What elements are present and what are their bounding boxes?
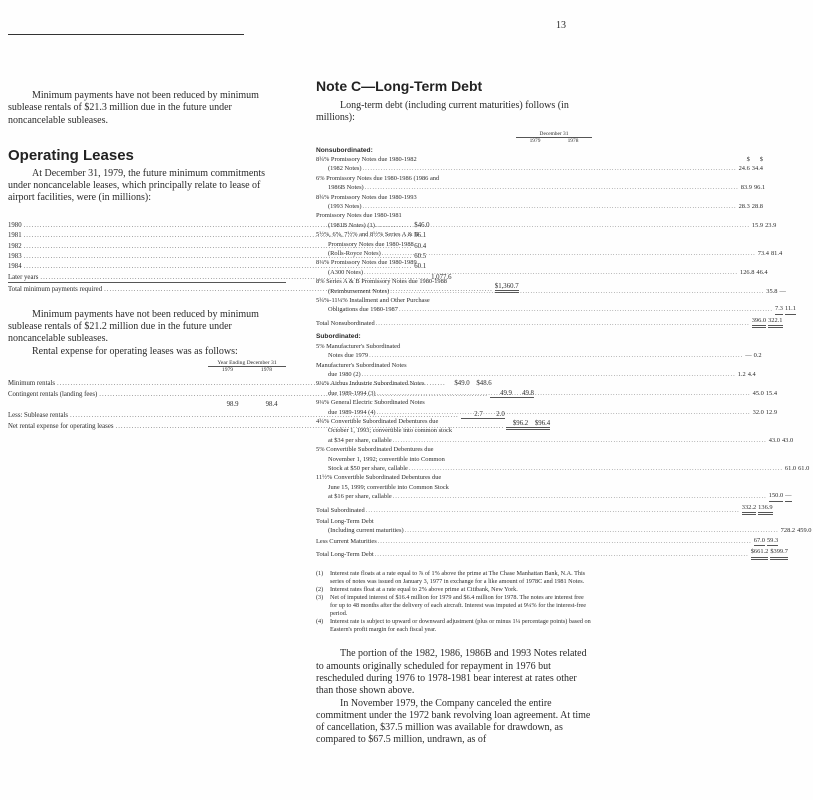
total-subordinated-row: Total Subordinated ..... 332.2 136.9 — [316, 503, 592, 515]
less-current-maturities-row: Less Current Maturities ..... 67.0 59.3 — [316, 536, 592, 546]
rental-row: 98.9 98.4 — [226, 401, 278, 409]
operating-leases-paragraph: At December 31, 1979, the future minimum commitments under noncancelable leases, which principally relate to lease of airport facilities, were (in millions): — [8, 167, 266, 204]
rental-row: Less: Sublease rentals ..... 2.7 2.0 — [8, 408, 286, 419]
debt-row: 8¾% Promissory Notes due 1980-1993 (1993 Notes) ..... 28.3 28.8 — [316, 193, 592, 212]
note-c-heading: Note C—Long-Term Debt — [316, 78, 483, 94]
footnote: (2) Interest rates float at a rate equal to 2% above prime at Citibank, New York. — [316, 585, 518, 593]
debt-row: 8¼% Promissory Notes due 1980-1989 (A300 Notes) ..... 126.8 46.4 — [316, 258, 592, 277]
debt-table — [316, 146, 812, 560]
debt-row: 8¾% Promissory Notes due 1980-1982 (1982 Notes) ..... $ 24.6 $ 34.4 — [316, 155, 592, 174]
lease-row: 1980 ..... $ 46.0 — [8, 219, 286, 229]
debt-row: 9¼% Airbus Industrie Subordinated Notes due 1989-1994 (3) ..... 45.0 15.4 — [316, 379, 592, 398]
sublease-paragraph: Minimum payments have not been reduced by minimum sublease rentals of $21.2 million due in the future under noncancelable subleases. — [8, 308, 259, 345]
footnote: (4) Interest rate is subject to upward or downward adjustment (plus or minus 1¼ percentage points) based on Eastern's profit margin for each fiscal year. — [316, 618, 591, 634]
rental-row: Contingent rentals (landing fees) ..... 49.9 49.8 — [8, 387, 286, 398]
footnote: (3) Net of imputed interest of $16.4 million for 1979 and $6.4 million for 1978. The notes are interest free for up to 48 months after the delivery of each aircraft. Interest was imputed at 9¼% for the interest-free period. — [316, 593, 586, 618]
subordinated-label: Subordinated: — [316, 333, 361, 341]
debt-row: 5% Manufacturer's Subordinated Notes due 1979 ..... — 0.2 — [316, 342, 592, 361]
lease-row: 1981 ..... 56.1 — [8, 229, 286, 239]
total-nonsubordinated-row: Total Nonsubordinated ..... 396.0 322.1 — [316, 316, 592, 328]
lease-row: 1983 ..... 60.5 — [8, 250, 286, 260]
body-paragraph: The portion of the 1982, 1986, 1986B and 1993 Notes related to amounts originally scheduled for repayment in 1976 but rescheduled during 1976 to 1978-1981 bear interest at rates other than those shown above. — [316, 648, 587, 697]
debt-row: Manufacturer's Subordinated Notes due 1980 (2) ..... 1.2 4.4 — [316, 361, 592, 380]
lease-row: Later years ..... 1,077.6 — [8, 270, 286, 280]
body-paragraph: In November 1979, the Company canceled the entire commitment under the 1972 bank revolving loan agreement. At time of cancellation, $37.5 million was available for drawdown, as compared to $67.5 million, undrawn, as of — [316, 697, 591, 746]
operating-leases-heading: Operating Leases — [8, 146, 134, 164]
debt-row: 9¼% General Electric Subordinated Notes due 1989-1994 (4) ..... 32.0 12.9 — [316, 398, 592, 417]
year-header: 1979 — [221, 367, 234, 374]
lease-total-row: Total minimum payments required ..... $1,360.7 — [8, 282, 286, 293]
year-header: 1978 — [567, 137, 579, 144]
debt-row: 8% Series A & B Promissory Notes due 1980-1988 (Reimbursement Notes) ..... 35.8 — — [316, 277, 592, 296]
top-rule — [8, 34, 244, 35]
footnote: (1) Interest rate floats at a rate equal to ⅞ of 1% above the prime at The Chase Manhattan Bank, N.A. This series of notes was issued on January 3, 1977 in exchange for a like amount of 1978C and 1981 Notes. — [316, 569, 586, 585]
debt-row: Promissory Notes due 1980-1981 (1981B Notes) (1) ..... 15.9 23.9 — [316, 211, 592, 230]
footnotes — [316, 570, 592, 635]
lease-commitments-table — [8, 219, 519, 293]
debt-row: 5½%, 6%, 7½% and 8½% Series A & B Promissory Notes due 1980-1988 (Rolls-Royce Notes) ..... 73.4 81.4 — [316, 230, 592, 258]
page-number: 13 — [556, 20, 566, 31]
debt-row: 11½% Convertible Subordinated Debentures due June 15, 1999; convertible into Common Stock at $16 per share, callable ..... 150.0 — — [316, 473, 592, 501]
total-long-term-incl-row: Total Long-Term Debt (Including current maturities) ..... 728.2 459.0 — [316, 517, 592, 536]
lease-row: 1984 ..... 60.1 — [8, 260, 286, 270]
right-column — [316, 78, 812, 747]
debt-intro: Long-term debt (including current maturities) follows (in millions): — [316, 100, 569, 124]
lease-row: 1982 ..... 60.4 — [8, 239, 286, 249]
intro-paragraph: Minimum payments have not been reduced by minimum sublease rentals of $21.3 million due in the future under noncancelable subleases. — [8, 90, 259, 126]
debt-row: 5¾%-11¼% Installment and Other Purchase Obligations due 1980-1987 ..... 7.3 11.1 — [316, 296, 592, 315]
total-long-term-debt-row: Total Long-Term Debt ..... $661.2 $399.7 — [316, 547, 592, 559]
rental-paragraph: Rental expense for operating leases was as follows: — [32, 345, 238, 357]
rental-table-header: Year Ending December 31 — [208, 360, 286, 367]
debt-table-header: December 31 — [516, 131, 592, 138]
nonsubordinated-label: Nonsubordinated: — [316, 146, 373, 154]
rental-row: Minimum rentals ..... $49.0 $48.6 — [8, 376, 286, 387]
year-header: 1978 — [260, 367, 273, 374]
body-text — [316, 648, 592, 746]
year-header: 1979 — [529, 137, 541, 144]
rental-row: Net rental expense for operating leases ..... $96.2 $96.4 — [8, 419, 286, 430]
debt-row: 6% Promissory Notes due 1980-1986 (1986 and 1986B Notes) ..... 83.9 96.1 — [316, 174, 592, 193]
debt-row: 5% Convertible Subordinated Debentures due November 1, 1992; convertible into Common Stock at $50 per share, callable ..... 61.0 61.0 — [316, 445, 592, 473]
debt-row: 4¾% Convertible Subordinated Debentures due October 1, 1993; convertible into common stock at $34 per share, callable ..... 43.0 43.0 — [316, 417, 592, 445]
